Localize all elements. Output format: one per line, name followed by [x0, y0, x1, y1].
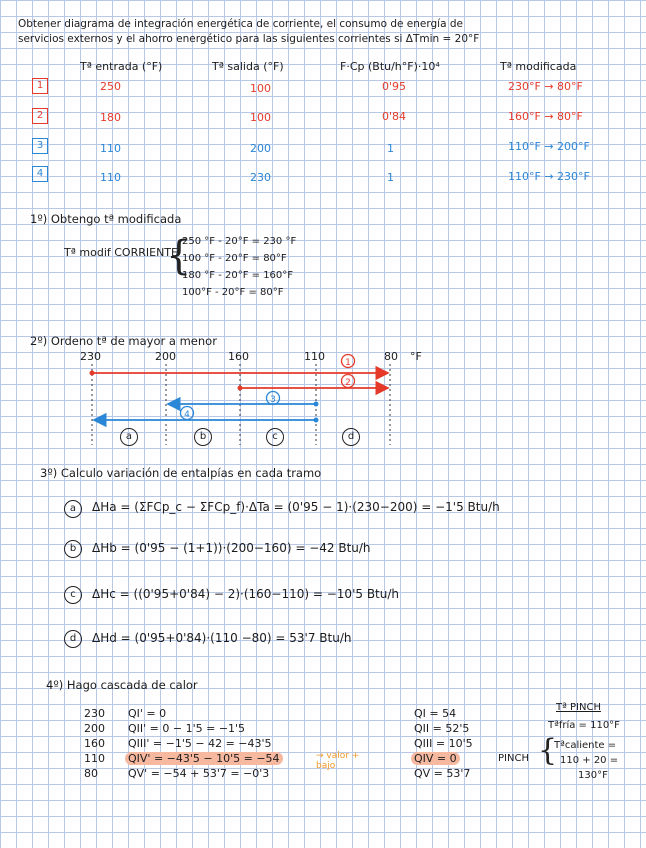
eq-c: ΔHc = ((0'95+0'84) − 2)·(160−110) = −10'5 Btu/h [92, 587, 400, 601]
pinch-hot-3: 130°F [578, 770, 608, 781]
temp-unit: °F [410, 350, 422, 363]
row-3-t-in: 110 [100, 142, 121, 155]
eq-d: ΔHd = (0'95+0'84)·(110 −80) = 53'7 Btu/h [92, 631, 352, 645]
stream-label-2: 2 [345, 378, 351, 388]
interval-d: d [342, 428, 360, 446]
eq-b-marker: b [64, 540, 82, 558]
row-1-t-out: 100 [250, 82, 271, 95]
pinch-brace: { [538, 733, 558, 768]
temp-200: 200 [155, 350, 176, 363]
row-4-t-in: 110 [100, 171, 121, 184]
q5-prime: QV' = −54 + 53'7 = −0'3 [128, 767, 270, 780]
temp-80: 80 [384, 350, 398, 363]
lowest-value-note: → valor + bajo [316, 751, 360, 771]
stream-3-box: 3 [32, 138, 48, 154]
pinch-hot-2: 110 + 20 = [560, 755, 619, 766]
row-1-fcp: 0'95 [382, 80, 407, 93]
step3-title: 3º) Calculo variación de entalpías en cada tramo [40, 466, 322, 480]
q4: QIV = 0 [411, 752, 460, 765]
pinch-cold: Tªfría = 110°F [548, 720, 620, 731]
cascade-temp-200: 200 [84, 722, 105, 735]
temp-160: 160 [228, 350, 249, 363]
stream-label-4: 4 [184, 410, 190, 420]
step1-line-1: 250 °F - 20°F = 230 °F [182, 236, 297, 247]
step4-title: 4º) Hago cascada de calor [46, 678, 198, 692]
heading-line-1: Obtener diagrama de integración energética de corriente, el consumo de energía de [18, 18, 463, 30]
step1-line-4: 100°F - 20°F = 80°F [182, 287, 284, 298]
header-t-modificada: Tª modificada [500, 60, 577, 73]
q3-prime: QIII' = −1'5 − 42 = −43'5 [128, 737, 272, 750]
q5: QV = 53'7 [414, 767, 471, 780]
stream-4-box: 4 [32, 166, 48, 182]
step1-label: Tª modif CORRIENTE [64, 246, 178, 259]
eq-d-marker: d [64, 630, 82, 648]
row-3-fcp: 1 [387, 142, 394, 155]
eq-a: ΔHa = (ΣFCp_c − ΣFCp_f)·ΔTa = (0'95 − 1)·(230−200) = −1'5 Btu/h [92, 500, 500, 514]
pinch-label: PINCH [498, 753, 529, 764]
step1-line-3: 180 °F - 20°F = 160°F [182, 270, 294, 281]
step1-title: 1º) Obtengo tª modificada [30, 212, 182, 226]
header-t-salida: Tª salida (°F) [212, 60, 284, 73]
row-2-t-out: 100 [250, 111, 271, 124]
stream-2-box: 2 [32, 108, 48, 124]
cascade-temp-160: 160 [84, 737, 105, 750]
temp-110: 110 [304, 350, 325, 363]
stream-label-1: 1 [345, 358, 351, 368]
q1-prime: QI' = 0 [128, 707, 167, 720]
cascade-temp-110: 110 [84, 752, 105, 765]
row-4-fcp: 1 [387, 171, 394, 184]
row-4-t-out: 230 [250, 171, 271, 184]
step1-brace: { [166, 233, 192, 279]
q2-prime: QII' = 0 − 1'5 = −1'5 [128, 722, 246, 735]
row-1-mod: 230°F → 80°F [508, 80, 583, 93]
header-fcp: F·Cp (Btu/h°F)·10⁴ [340, 60, 440, 73]
row-3-mod: 110°F → 200°F [508, 140, 590, 153]
row-1-t-in: 250 [100, 80, 121, 93]
cascade-temp-230: 230 [84, 707, 105, 720]
stream-label-3: 3 [270, 395, 276, 405]
interval-c: c [266, 428, 284, 446]
interval-b: b [194, 428, 212, 446]
heading-line-2: servicios externos y el ahorro energético para las siguientes corrientes si ΔTmin = 20°F [18, 33, 480, 45]
row-2-mod: 160°F → 80°F [508, 110, 583, 123]
q1: QI = 54 [414, 707, 457, 720]
q3: QIII = 10'5 [414, 737, 473, 750]
header-t-entrada: Tª entrada (°F) [80, 60, 163, 73]
pinch-hot-1: Tªcaliente = [554, 740, 617, 751]
eq-c-marker: c [64, 586, 82, 604]
row-2-t-in: 180 [100, 111, 121, 124]
row-2-fcp: 0'84 [382, 110, 407, 123]
q4-prime: QIV' = −43'5 − 10'5 = −54 [125, 752, 283, 765]
temp-230: 230 [80, 350, 101, 363]
eq-b: ΔHb = (0'95 − (1+1))·(200−160) = −42 Btu/h [92, 541, 371, 555]
q2: QII = 52'5 [414, 722, 470, 735]
interval-a: a [120, 428, 138, 446]
cascade-temp-80: 80 [84, 767, 98, 780]
step1-line-2: 100 °F - 20°F = 80°F [182, 253, 287, 264]
step2-title: 2º) Ordeno tª de mayor a menor [30, 334, 217, 348]
eq-a-marker: a [64, 500, 82, 518]
row-3-t-out: 200 [250, 142, 271, 155]
stream-1-box: 1 [32, 78, 48, 94]
row-4-mod: 110°F → 230°F [508, 170, 590, 183]
pinch-title: Tª PINCH [556, 702, 601, 713]
